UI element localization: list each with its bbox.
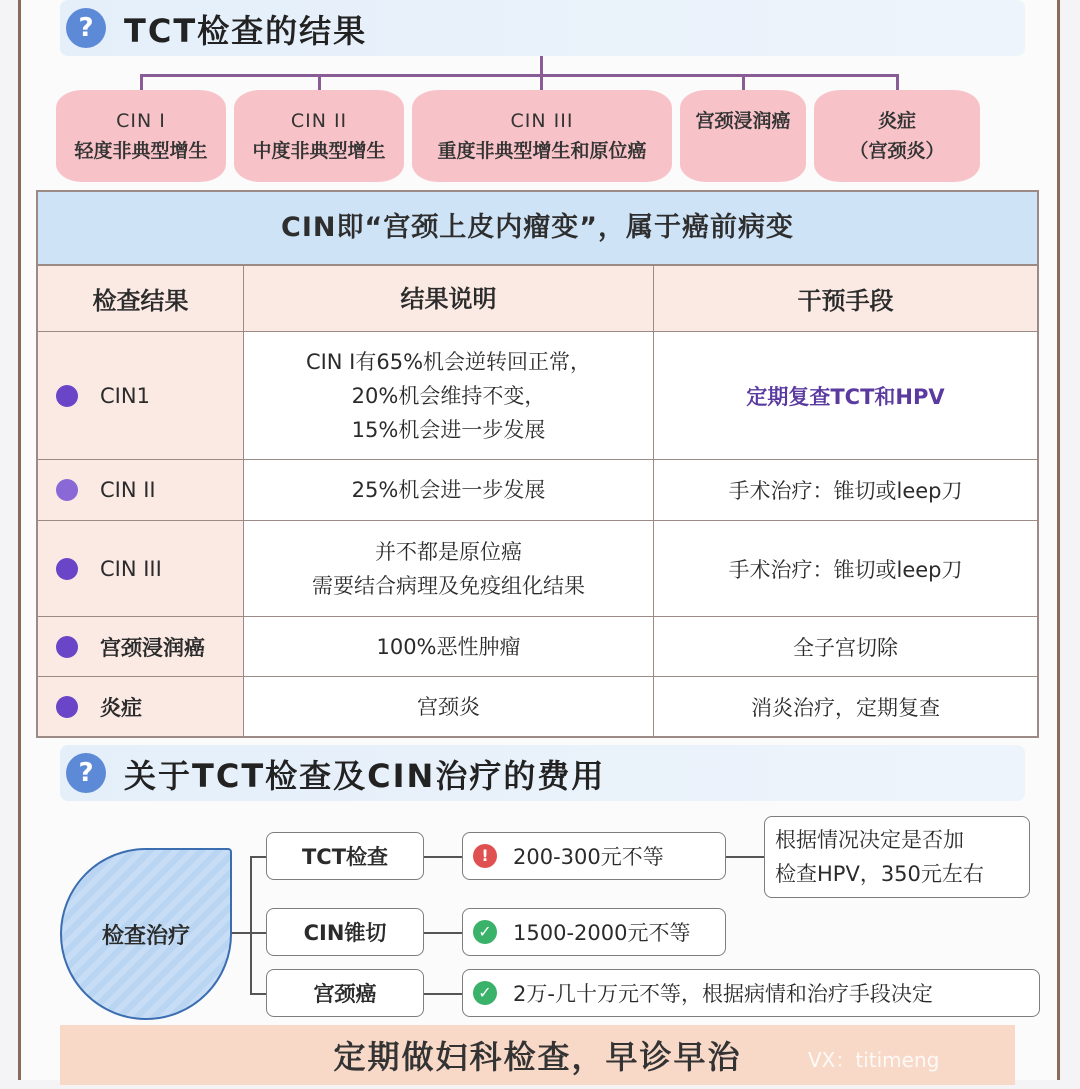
tree-connector <box>250 932 266 934</box>
desc-cell <box>244 521 654 616</box>
category-cin2 <box>234 90 404 182</box>
column-header: 干预手段 <box>654 266 1037 331</box>
table-row <box>38 332 1037 460</box>
cost-price-tct <box>462 832 726 880</box>
result-label: CIN II <box>100 478 156 502</box>
bullet-dot <box>56 558 78 580</box>
cost-item-label: CIN锥切 <box>303 921 387 945</box>
desc-line: 需要结合病理及免疫组化结果 <box>312 573 585 598</box>
category-label: 炎症 <box>877 110 916 132</box>
results-table <box>36 190 1039 738</box>
tree-connector <box>250 856 252 994</box>
tree-connector <box>250 993 266 995</box>
result-label: 宫颈浸润癌 <box>100 635 205 660</box>
desc-line: 并不都是原位癌 <box>375 539 522 564</box>
tree-connector <box>424 932 462 934</box>
table-banner: CIN即“宫颈上皮内瘤变”，属于癌前病变 <box>38 192 1037 266</box>
result-label: CIN III <box>100 556 162 581</box>
footer-slogan: 定期做妇科检查，早诊早治 <box>60 1025 1015 1085</box>
column-header: 结果说明 <box>244 266 654 331</box>
category-invasive-cancer <box>680 90 806 182</box>
desc-line: CIN I有65%机会逆转回正常， <box>305 349 592 374</box>
tree-connector <box>250 856 266 858</box>
cost-label-cin-cone <box>266 908 424 956</box>
cost-label-cervical-cancer <box>266 969 424 1017</box>
section-header-tct-results <box>60 0 1025 56</box>
question-icon: ? <box>66 753 106 793</box>
result-cell <box>38 460 244 520</box>
tree-connector <box>726 856 764 858</box>
action-cell: 手术治疗：锥切或leep刀 <box>654 521 1037 616</box>
cost-root-node <box>60 848 232 1020</box>
bullet-dot <box>56 636 78 658</box>
cost-price-cin-cone <box>462 908 726 956</box>
alert-icon: ! <box>473 844 497 868</box>
category-label: 宫颈浸润癌 <box>695 110 791 132</box>
watermark: VX：titimeng <box>808 1048 940 1072</box>
result-label: 炎症 <box>100 695 142 720</box>
result-cell <box>38 677 244 736</box>
cost-item-label: TCT检查 <box>301 845 389 869</box>
question-icon: ? <box>66 8 106 48</box>
action-cell: 消炎治疗，定期复查 <box>654 677 1037 736</box>
cost-label-tct <box>266 832 424 880</box>
bullet-dot <box>56 696 78 718</box>
cost-price: 1500-2000元不等 <box>513 921 691 945</box>
desc-cell: 宫颈炎 <box>244 677 654 736</box>
bullet-dot <box>56 479 78 501</box>
result-cell <box>38 521 244 616</box>
result-cell <box>38 617 244 676</box>
category-cin1 <box>56 90 226 182</box>
category-desc: （宫颈炎） <box>849 140 945 162</box>
category-code: CIN II <box>290 110 348 132</box>
desc-cell: 25%机会进一步发展 <box>244 460 654 520</box>
result-label: CIN1 <box>100 383 150 408</box>
cost-item-label: 宫颈癌 <box>313 982 377 1006</box>
desc-cell <box>244 332 654 459</box>
action-cell: 定期复查TCT和HPV <box>654 332 1037 459</box>
desc-cell: 100%恶性肿瘤 <box>244 617 654 676</box>
category-desc: 重度非典型增生和原位癌 <box>437 140 647 162</box>
column-header: 检查结果 <box>38 266 244 331</box>
table-row <box>38 677 1037 736</box>
section-title: 关于TCT检查及CIN治疗的费用 <box>124 757 606 795</box>
tree-connector <box>232 932 252 934</box>
desc-line: 15%机会进一步发展 <box>351 417 546 442</box>
action-cell: 手术治疗：锥切或leep刀 <box>654 460 1037 520</box>
tree-connector <box>540 56 543 76</box>
check-icon: ✓ <box>473 920 497 944</box>
cost-price-cervical-cancer <box>462 969 1040 1017</box>
cost-price: 200-300元不等 <box>513 845 664 869</box>
note-line: 检查HPV，350元左右 <box>775 862 984 886</box>
table-header-row <box>38 266 1037 332</box>
section-title: TCT检查的结果 <box>124 12 368 50</box>
table-row <box>38 617 1037 677</box>
desc-line: 20%机会维持不变， <box>351 383 546 408</box>
category-desc: 中度非典型增生 <box>252 140 386 162</box>
result-cell <box>38 332 244 459</box>
table-row <box>38 460 1037 521</box>
cost-price: 2万-几十万元不等，根据病情和治疗手段决定 <box>513 982 933 1006</box>
category-desc: 轻度非典型增生 <box>74 140 208 162</box>
section-header-costs <box>60 745 1025 801</box>
category-inflammation <box>814 90 980 182</box>
check-icon: ✓ <box>473 981 497 1005</box>
table-row <box>38 521 1037 617</box>
cost-note-tct <box>764 816 1030 898</box>
tree-connector <box>140 74 898 77</box>
tree-connector <box>424 856 462 858</box>
note-line: 根据情况决定是否加 <box>775 828 964 852</box>
cost-root-label: 检查治疗 <box>101 923 190 949</box>
category-code: CIN I <box>116 110 166 132</box>
action-cell: 全子宫切除 <box>654 617 1037 676</box>
category-code: CIN III <box>510 110 574 132</box>
category-cin3 <box>412 90 672 182</box>
bullet-dot <box>56 385 78 407</box>
tree-connector <box>424 993 462 995</box>
